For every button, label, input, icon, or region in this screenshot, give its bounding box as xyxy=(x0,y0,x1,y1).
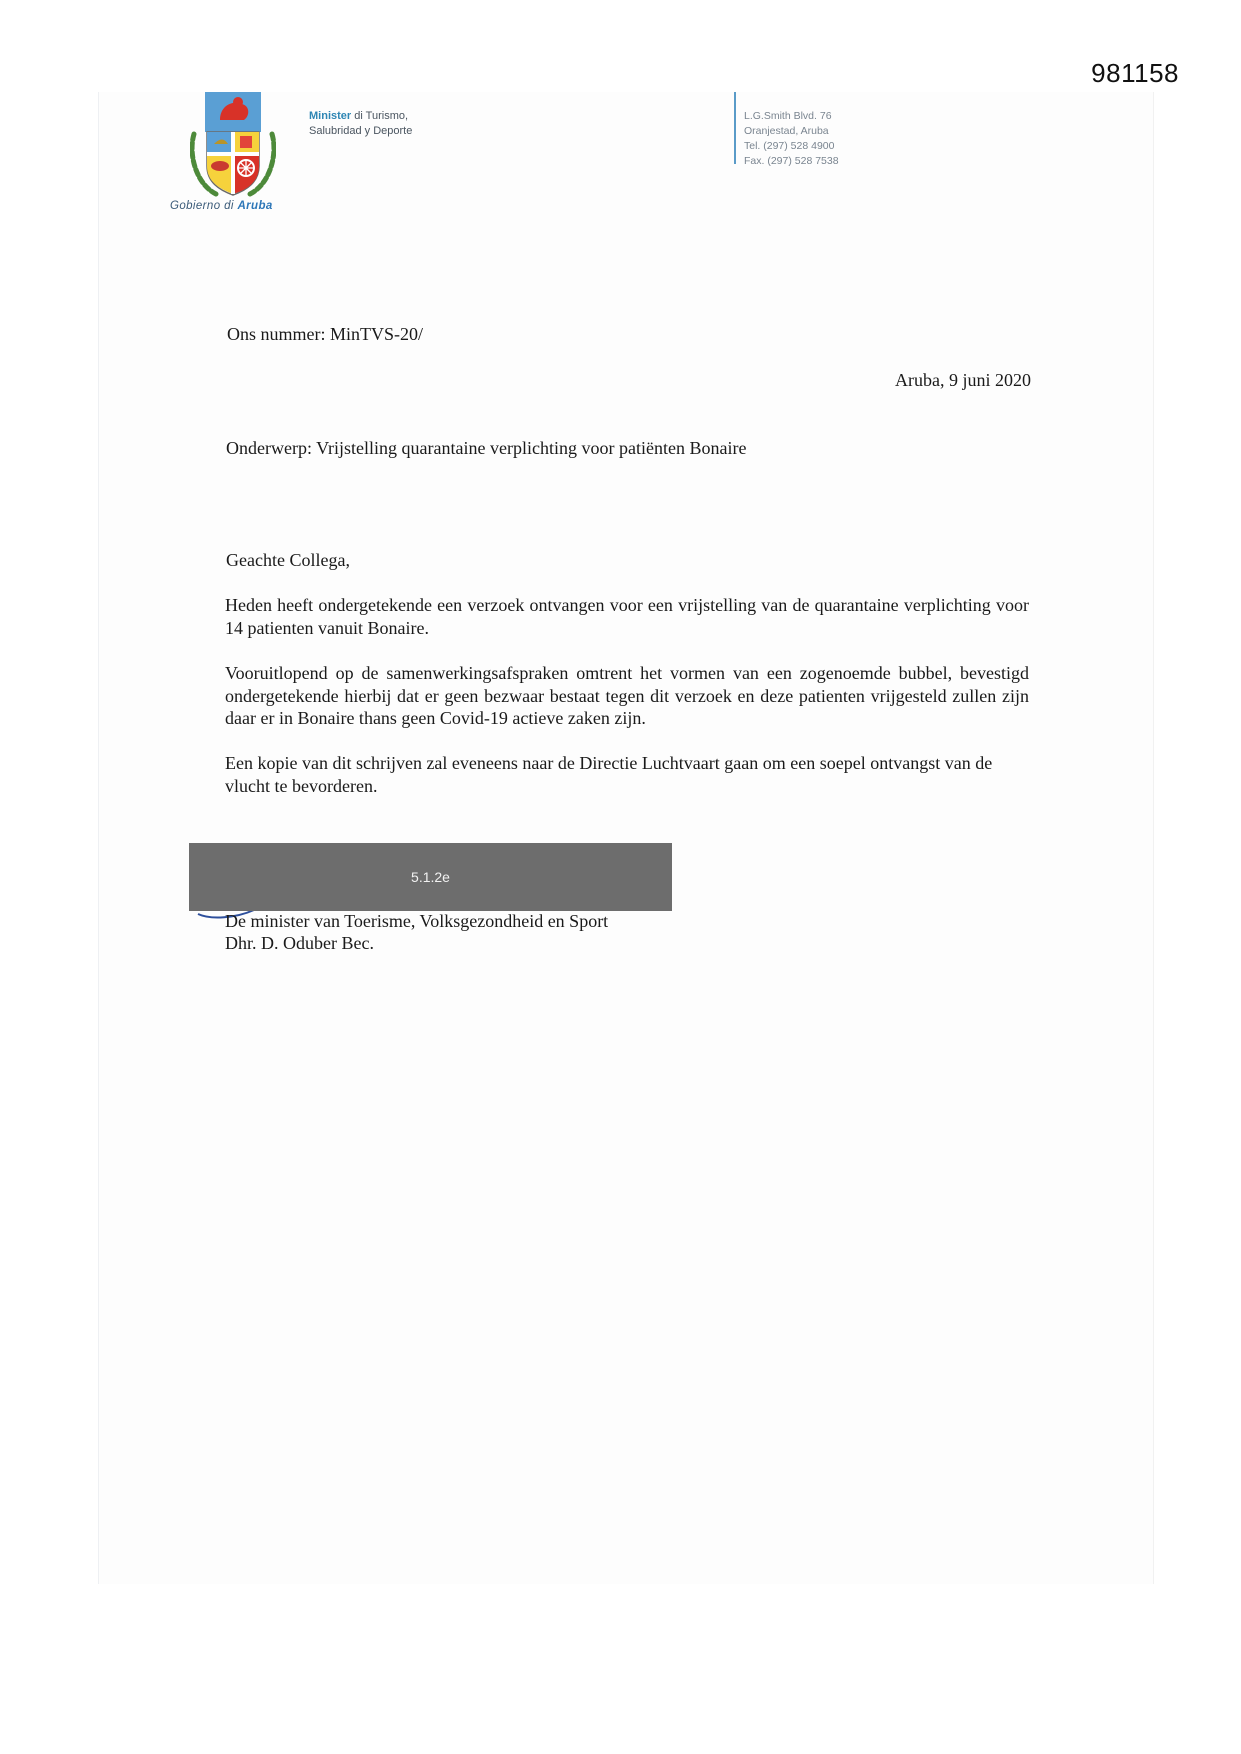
redaction-box xyxy=(189,843,672,911)
ministry-line-1 xyxy=(309,109,412,124)
address-city: Oranjestad, Aruba xyxy=(744,125,829,137)
address-block xyxy=(744,109,839,169)
ministry-line-1-rest: di Turismo, xyxy=(351,110,409,122)
gov-name-prefix: Gobierno di xyxy=(170,200,234,212)
signatory-title: De minister van Toerisme, Volksgezondheid en Sport xyxy=(225,911,609,931)
paragraph-3: Een kopie van dit schrijven zal eveneens naar de Directie Luchtvaart gaan om een soepel ontvangst van de vlucht te bevorderen. xyxy=(225,753,993,796)
paragraph-1: Heden heeft ondergetekende een verzoek ontvangen voor een vrijstelling van de quarantaine verplichting voor 14 patienten vanuit Bonaire. xyxy=(225,595,1029,638)
signatory-name: Dhr. D. Oduber Bec. xyxy=(225,933,374,953)
scanned-page xyxy=(98,92,1154,1584)
address-phone: Tel. (297) 528 4900 xyxy=(744,140,835,152)
address-divider xyxy=(734,92,736,164)
ministry-name xyxy=(309,109,412,139)
gov-name-aruba: Aruba xyxy=(237,200,273,212)
aruba-coat-of-arms-icon xyxy=(190,92,276,198)
address-fax: Fax. (297) 528 7538 xyxy=(744,155,839,167)
reference-number: Ons nummer: MinTVS-20/ xyxy=(227,324,423,344)
ministry-line-2: Salubridad y Deporte xyxy=(309,125,413,137)
document-number: 981158 xyxy=(1091,58,1179,88)
address-street: L.G.Smith Blvd. 76 xyxy=(744,110,832,122)
redaction-label: 5.1.2e xyxy=(411,869,450,885)
letter-subject: Onderwerp: Vrijstelling quarantaine verplichting voor patiënten Bonaire xyxy=(226,438,747,458)
letter-date: Aruba, 9 juni 2020 xyxy=(895,370,1031,390)
ministry-highlight: Minister xyxy=(309,110,352,122)
salutation: Geachte Collega, xyxy=(226,550,350,570)
paragraph-2: Vooruitlopend op de samenwerkingsafspraken omtrent het vormen van een zogenoemde bubbel, bevestigd ondergetekende hierbij dat er geen bezwaar bestaat tegen dit verzoek en deze patienten vrijgesteld zullen zijn daar er in Bonaire thans geen Covid-19 actieve zaken zijn. xyxy=(225,663,1029,728)
government-name xyxy=(170,200,273,212)
